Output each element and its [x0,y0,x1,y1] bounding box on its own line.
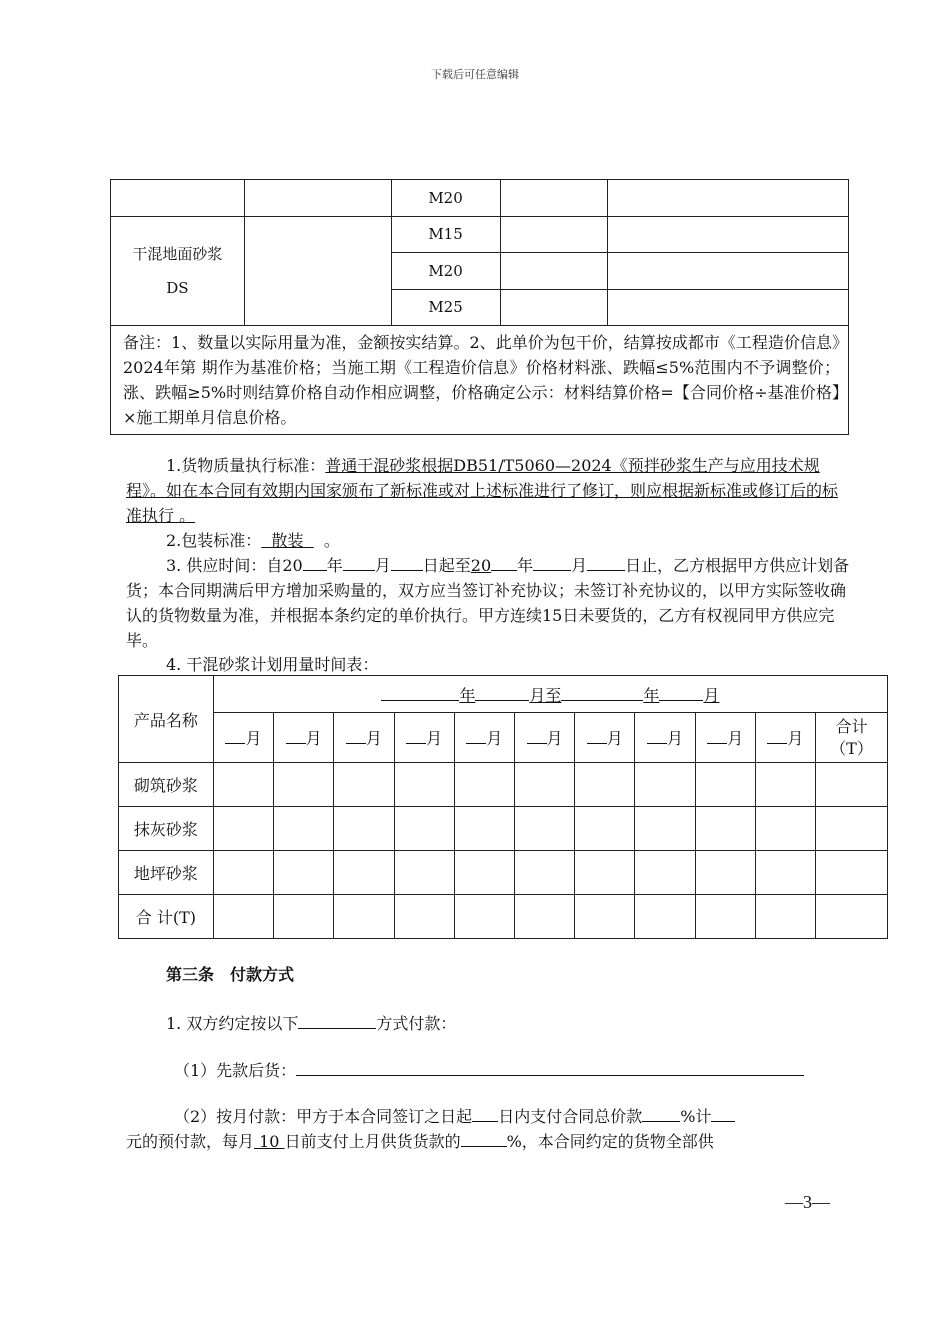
page-header: 下载后可任意编辑 [431,68,519,81]
grade-cell: M15 [391,216,500,253]
table-row [119,807,888,851]
monthly-payment-line-cont: 元的预付款，每月 10 日前支付上月供货货款的 %，本合同约定的货物全部供 [126,1129,850,1154]
month-header: 月 [755,713,815,763]
row-label: 合 计(T) [119,895,214,939]
prepayment-line: （1）先款后货： [174,1058,804,1083]
table-row [119,895,888,939]
month-header: 月 [454,713,514,763]
payment-day: 10 [259,1132,280,1151]
month-header: 月 [334,713,394,763]
month-header: 月 [635,713,695,763]
grade-cell: M25 [391,289,500,326]
supply-time-paragraph: 3. 供应时间：自20 年 月 日起至20 年 月 日止，乙方根据甲方供应计划备货；本合同期满后甲方增加采购量的，双方应当签订补充协议；未签订补充协议的，以甲方实际签收确认的货物数量为准，并根据本条约定的单价执行。甲方连续15日未要货的，乙方有权视同甲方供应完毕。 [126,553,850,653]
total-header: 合计 （T） [816,713,888,763]
table-row [119,851,888,895]
remarks-note: 备注：1、数量以实际用量为准，金额按实结算。2、此单价为包干价，结算按成都市《工程造价信息》2024年第 期作为基准价格；当施工期《工程造价信息》价格材料涨、跌幅≤5%范围内不予调整价；涨、跌幅≥5%时则结算价格自动作相应调整，价格确定公示：材料结算价格=【合同价格÷基准价格】×施工期单月信息价格。 [111,326,849,435]
table-row [111,326,849,435]
product-name-cell: 干混地面砂浆 DS [111,216,245,326]
packaging-value: 散装 [271,531,304,550]
row-label: 抹灰砂浆 [119,807,214,851]
month-header: 月 [213,713,273,763]
packaging-paragraph: 2.包装标准： 散装 。 [166,531,340,550]
usage-schedule-table [118,675,888,939]
quality-standard-paragraph: 1.货物质量执行标准：普通干混砂浆根据DB51/T5060—2024《预拌砂浆生产与应用技术规程》。如在本合同有效期内国家颁布了新标准或对上述标准进行了修订，则应根据新标准或修订后的标准执行 。 [126,456,839,525]
month-header: 月 [394,713,454,763]
row-label: 地坪砂浆 [119,851,214,895]
table-row [119,713,888,763]
table-row [119,763,888,807]
price-table-continued [110,179,849,435]
row-label: 砌筑砂浆 [119,763,214,807]
product-header: 产品名称 [119,676,214,763]
month-header: 月 [695,713,755,763]
payment-method-line: 1. 双方约定按以下 方式付款： [166,1011,456,1036]
table-row [111,180,849,217]
section-3-title: 第三条 付款方式 [166,965,295,984]
month-header: 月 [274,713,334,763]
month-header: 月 [575,713,635,763]
month-header: 月 [514,713,574,763]
grade-cell: M20 [391,253,500,290]
table-row [119,676,888,713]
table-row [111,216,849,253]
schedule-heading: 4. 干混砂浆计划用量时间表： [166,655,379,674]
grade-cell: M20 [391,180,500,217]
period-header: 年 月至 年 月 [213,676,887,713]
page-number: —3— [785,1192,830,1212]
monthly-payment-line: （2）按月付款：甲方于本合同签订之日起 日内支付合同总价款 %计 [174,1104,854,1129]
